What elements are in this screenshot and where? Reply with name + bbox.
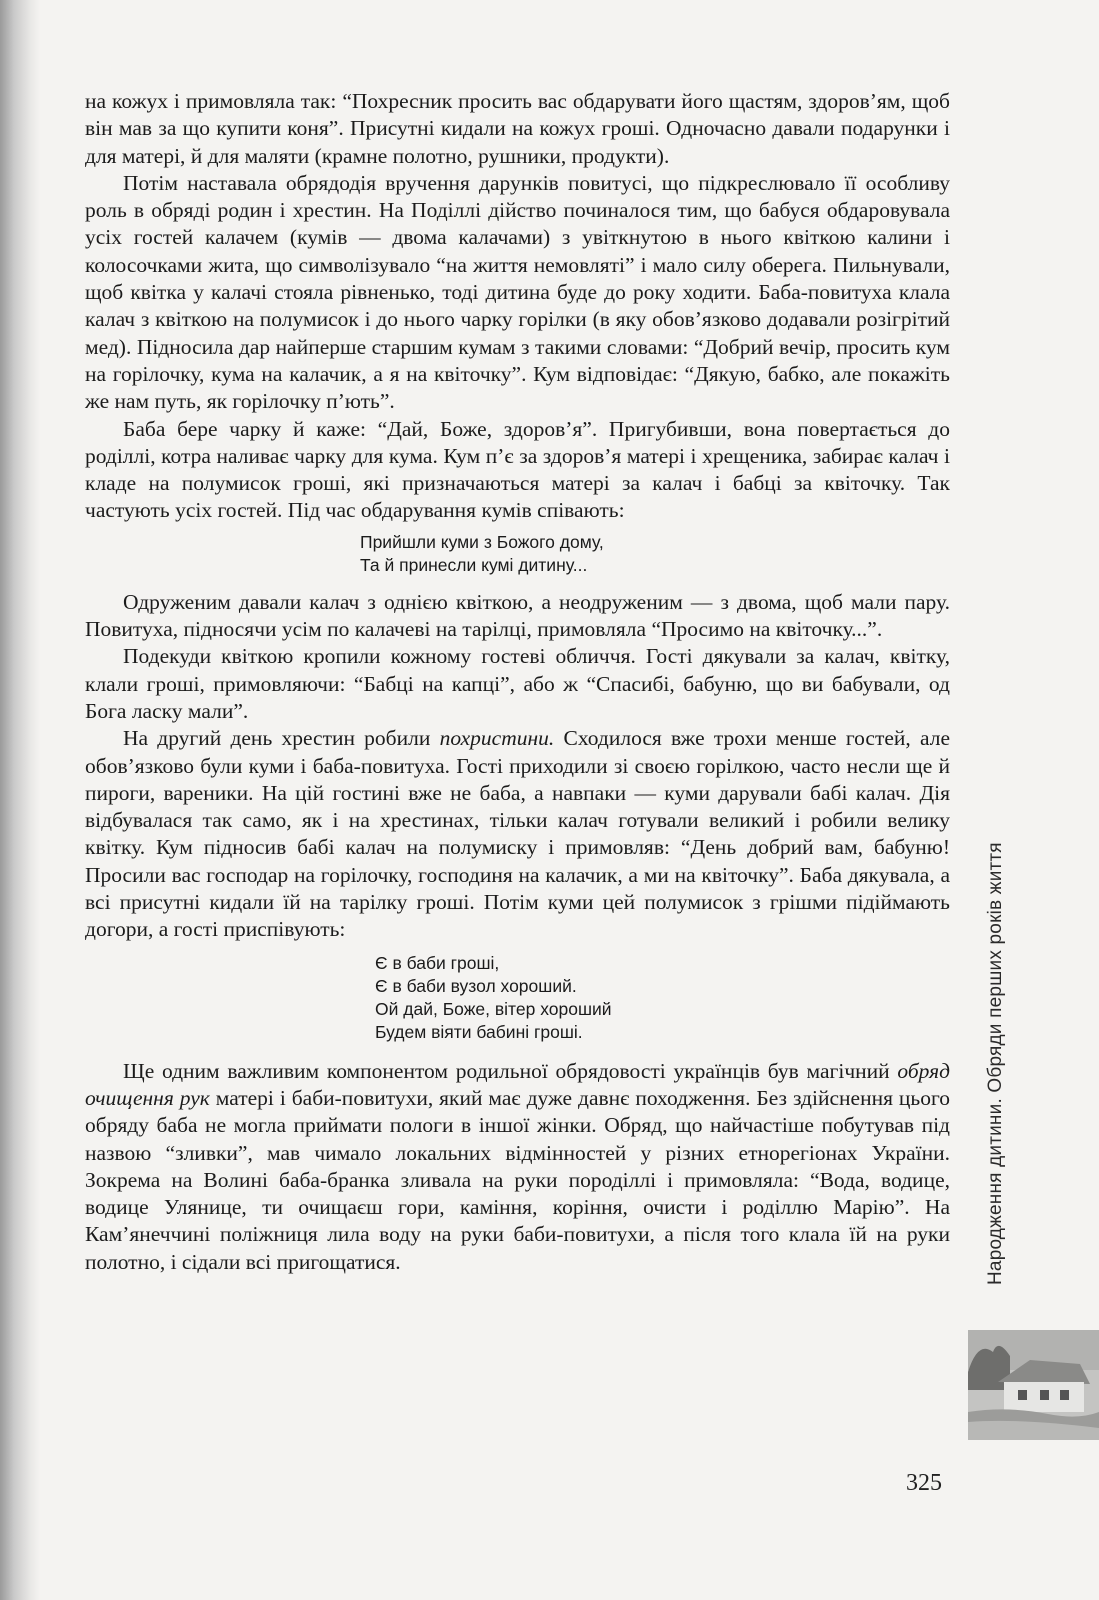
verse-line: Ой дай, Боже, вітер хороший — [375, 998, 612, 1019]
text-run: Сходилося вже трохи менше гостей, але обов’язково були куми і баба-повитуха. Гості приходили зі своєю горілкою, часто несли ще й пироги, вареники. На цій гостині вже не баба, а навпаки — куми дарували бабі калач. Дія відбувалася так само, як і на хрестинах, тільки калач готували великий і робили велику квітку. Кум підносив бабі калач на полумиску і примовляв: “День добрий вам, бабуню! Просили вас господар на горілочку, господиня на калачик, а ми на квіточку”. Баба дякувала, а всі присутні кидали їй на тарілку гроші. Потім куми цей полумисок з грішми підіймають догори, а гості приспівують: — [85, 726, 950, 942]
text-run: матері і баби-повитухи, який має дуже давнє походження. Без здійснення цього обряду баба не могла приймати пологи в іншої жінки. Обряд, що найчастіше побутував під назвою “зливки”, мав чимало локальних відмінностей у різних етнорегіонах України. Зокрема на Волині баба-бранка зливала на руки породіллі і примовляла: “Вода, водице, водице Улянице, ти очищаєш гори, каміння, коріння, очисти і роділлю Марію”. На Кам’янеччині поліжниця лила воду на руки баби-повитухи, а після того клала їй на руки полотно, і сідали всі пригощатися. — [85, 1085, 950, 1274]
italic-term: обряд очищення рук — [85, 1058, 950, 1110]
text-run: Потім наставала обрядодія вручення дарунків повитусі, що підкреслювало її особливу роль в обряді родин і хрестин. На Поділлі дійство починалося тим, що бабуся обдаровувала усіх гостей калачем (кумів — двома калачами) з увіткнутою в нього квіткою калини і колосочками жита, що символізувало “на життя немовляті” і мало силу оберега. Пильнували, щоб квітка у калачі стояла рівненько, тоді дитина буде до року ходити. Баба-повитуха клала калач з квіткою на полумисок і до нього чарку горілки (в яку обов’язково додавали розігрітий мед). Підносила дар найперше старшим кумам з такими словами: “Добрий вечір, просить кум на горілочку, кума на калачик, а я на квіточку”. Кум відповідає: “Дякую, бабко, але покажіть же нам путь, як горілочку п’ють”. — [85, 170, 950, 414]
text-run: Одруженим давали калач з однією квіткою, а неодруженим — з двома, щоб мали пару. Повитуха, підносячи усім по калачеві на тарілці, примовляла “Просимо на квіточку...”. — [85, 589, 950, 642]
text-run: на кожух і примовляла так: “Похресник просить вас обдарувати його щастям, здоров’ям, щоб він мав за що купити коня”. Присутні кидали на кожух гроші. Одночасно давали подарунки і для матері, й для маляти (крамне полотно, рушники, продукти). — [85, 89, 950, 168]
verse-line: Є в баби вузол хороший. — [375, 975, 577, 996]
binding-gutter-shadow — [0, 0, 40, 1600]
paragraph-7 — [85, 1058, 950, 1276]
song-verse-2 — [85, 952, 950, 1044]
text-run: Баба бере чарку й каже: “Дай, Боже, здоров’я”. Пригубивши, вона повертається до роділлі, котра наливає чарку для кума. Кум п’є за здоров’я матері і хрещеника, забирає калач і кладе на полумисок гроші, які призначаються матері за калач і бабці за квіточку. Так частують усіх гостей. Під час обдарування кумів співають: — [85, 416, 950, 523]
verse-line: Прийшли куми з Божого дому, — [360, 531, 604, 552]
verse-line: Є в баби гроші, — [375, 952, 500, 973]
song-verse-1 — [85, 531, 950, 577]
paragraph-3 — [85, 416, 950, 525]
page-number: 325 — [906, 1470, 942, 1496]
paragraph-2 — [85, 170, 950, 416]
text-run: На другий день хрестин робили — [123, 726, 440, 751]
running-section-heading: Народження дитини. Обряди перших років життя — [985, 842, 1006, 1285]
paragraph-4 — [85, 589, 950, 644]
verse-line: Будем віяти бабині гроші. — [375, 1021, 583, 1042]
paragraph-5 — [85, 643, 950, 725]
page-body — [85, 88, 950, 1276]
house-vignette-illustration — [968, 1330, 1099, 1440]
italic-term: похристини. — [439, 726, 555, 751]
paragraph-1 — [85, 88, 950, 170]
text-run: Подекуди квіткою кропили кожному гостеві обличчя. Гості дякували за калач, квітку, клали гроші, примовляючи: “Бабці на капці”, або ж “Спасибі, бабуню, що ви бабували, од Бога ласку мали”. — [85, 644, 950, 723]
paragraph-6 — [85, 725, 950, 943]
text-run: Ще одним важливим компонентом родильної обрядовості українців був магічний — [123, 1058, 898, 1083]
verse-line: Та й принесли кумі дитину... — [360, 554, 588, 575]
